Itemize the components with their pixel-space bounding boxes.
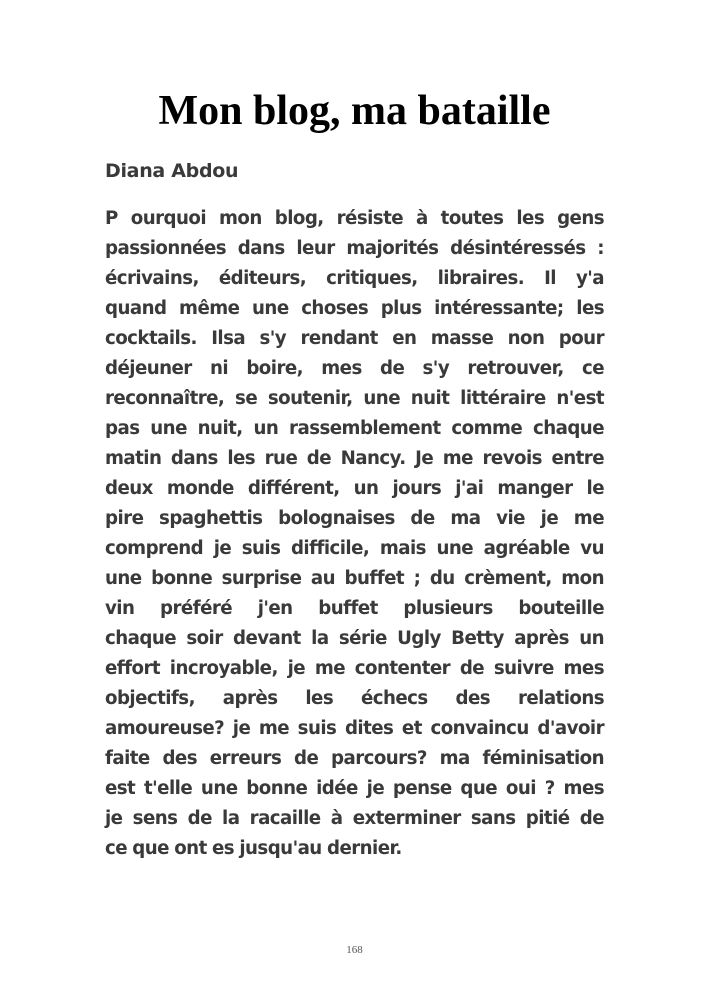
page-title: Mon blog, ma bataille [158,88,551,134]
body-line: vin préféré j'en buffet plusieurs bouteille [105,598,604,619]
body-line: écrivains, éditeurs, critiques, libraires. Il y'a [105,268,604,289]
page-number: 168 [346,944,363,956]
body-line: P ourquoi mon blog, résiste à toutes les gens [105,208,604,229]
body-line: deux monde différent, un jours j'ai manger le [105,478,604,499]
body-line: cocktails. Ilsa s'y rendant en masse non pour [105,328,604,349]
body-line: pas une nuit, un rassemblement comme chaque [105,418,604,439]
body-line: chaque soir devant la série Ugly Betty après un [105,628,604,649]
body-line: passionnées dans leur majorités désintéressés : [105,238,604,259]
body-line: reconnaître, se soutenir, une nuit littéraire n'est [105,388,604,409]
body-line: est t'elle une bonne idée je pense que oui ? mes [105,778,604,799]
body-line: quand même une choses plus intéressante; les [105,298,604,319]
body-line: comprend je suis difficile, mais une agréable vu [105,538,604,559]
body-line: effort incroyable, je me contenter de suivre mes [105,658,604,679]
body-line: amoureuse? je me suis dites et convaincu d'avoir [105,718,604,739]
body-line: ce que ont es jusqu'au dernier. [105,838,402,859]
author-name: Diana Abdou [105,160,239,182]
body-line: déjeuner ni boire, mes de s'y retrouver, ce [105,358,604,379]
body-line: faite des erreurs de parcours? ma féminisation [105,748,604,769]
body-line: matin dans les rue de Nancy. Je me revois entre [105,448,604,469]
body-line: je sens de la racaille à exterminer sans pitié de [105,808,604,829]
body-line: une bonne surprise au buffet ; du crèment, mon [105,568,604,589]
body-line: pire spaghettis bolognaises de ma vie je me [105,508,604,529]
body-paragraph [105,204,604,864]
body-line: objectifs, après les échecs des relations [105,688,604,709]
